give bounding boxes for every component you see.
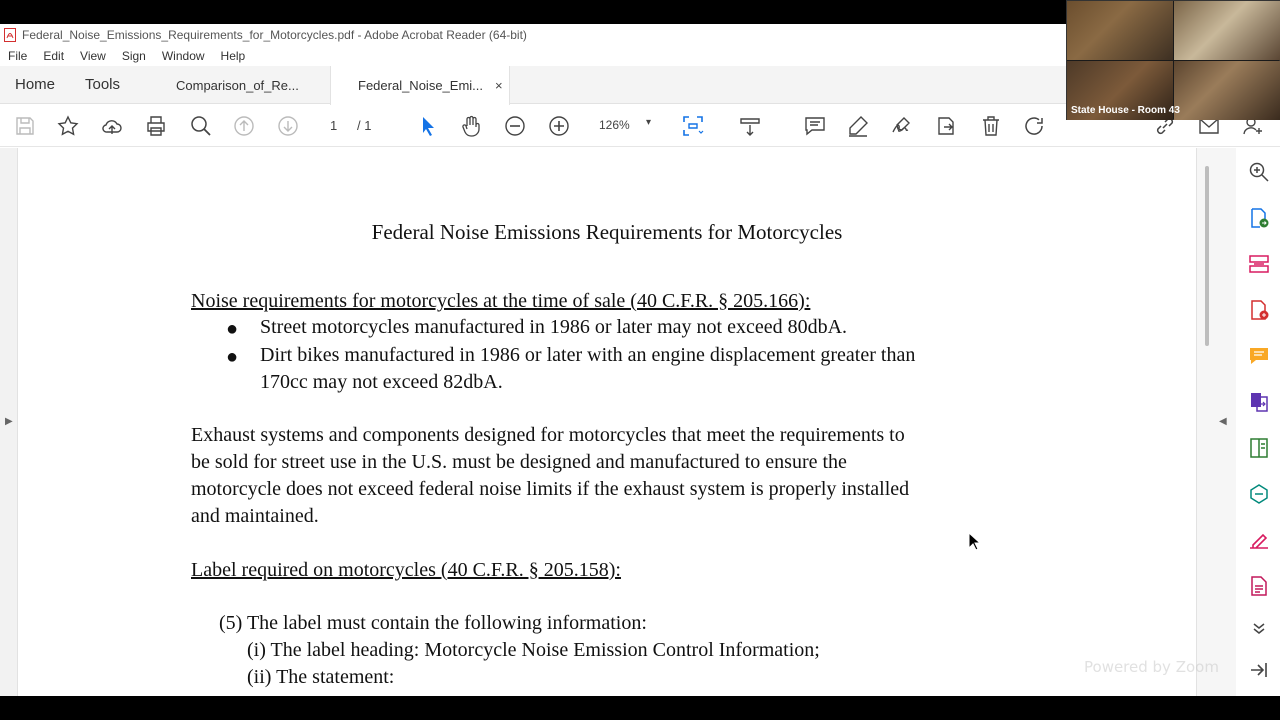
hand-icon[interactable]: [459, 114, 483, 138]
tab-label: Comparison_of_Re...: [176, 77, 299, 93]
tab-tools[interactable]: Tools: [85, 76, 121, 93]
edit-send-icon[interactable]: [935, 114, 959, 138]
collapse-panel-icon[interactable]: [1247, 658, 1271, 682]
video-feed-2: [1174, 1, 1280, 60]
scroll-mode-icon[interactable]: [738, 114, 762, 138]
bullet-icon: ●: [226, 318, 239, 340]
menu-view[interactable]: View: [80, 49, 106, 63]
exhaust-paragraph: Exhaust systems and components designed for motorcycles that meet the requirements to be sold for street use in the U.S. must be designed and manufactured to ensure the motorcycle does not exceed federal noise limits if the exhaust system is properly installed and maintained.: [191, 424, 910, 527]
video-conference-thumbnail[interactable]: [1066, 0, 1280, 120]
acrobat-app-icon: [4, 28, 16, 42]
video-feed-4: [1174, 61, 1280, 120]
create-pdf-icon[interactable]: [1247, 298, 1271, 322]
section-heading-label-required: Label required on motorcycles (40 C.F.R. § 205.158):: [191, 559, 621, 581]
tools-side-panel: [1237, 148, 1280, 696]
comment-icon[interactable]: [1247, 344, 1271, 368]
rotate-icon[interactable]: [1022, 114, 1046, 138]
menu-file[interactable]: File: [8, 49, 28, 63]
tab-document-comparison[interactable]: [165, 66, 325, 104]
delete-icon[interactable]: [979, 114, 1003, 138]
zoom-watermark: Powered by Zoom: [1084, 658, 1219, 676]
screen-bottom-border: [0, 696, 1280, 720]
combine-files-icon[interactable]: [1247, 390, 1271, 414]
export-pdf-icon[interactable]: [1247, 206, 1271, 230]
mouse-cursor-icon: [968, 532, 982, 552]
label-item-ii: (ii) The statement:: [247, 666, 395, 688]
bullet-item: Dirt bikes manufactured in 1986 or later with an engine displacement greater than 170cc may not exceed 82dbA.: [260, 344, 916, 393]
bookmark-star-icon[interactable]: [56, 114, 80, 138]
save-icon[interactable]: [13, 114, 37, 138]
fill-sign-icon[interactable]: [1247, 528, 1271, 552]
left-panel-toggle[interactable]: [0, 148, 18, 696]
page-up-icon[interactable]: [232, 114, 256, 138]
zoom-dropdown-chevron-icon[interactable]: ▾: [646, 117, 652, 128]
search-zoom-icon[interactable]: [189, 114, 213, 138]
print-icon[interactable]: [144, 114, 168, 138]
document-title: Federal Noise Emissions Requirements for Motorcycles: [371, 220, 843, 244]
pdf-page: [19, 148, 1195, 696]
select-cursor-icon[interactable]: [416, 114, 440, 138]
sign-icon[interactable]: [890, 114, 914, 138]
zoom-in-icon[interactable]: [547, 114, 571, 138]
edit-pdf-icon[interactable]: [1247, 436, 1271, 460]
section-heading-noise-requirements: Noise requirements for motorcycles at the time of sale (40 C.F.R. § 205.166):: [191, 290, 811, 312]
upload-icon[interactable]: [100, 114, 124, 138]
acrobat-window: [0, 24, 1280, 696]
menu-sign[interactable]: Sign: [121, 49, 146, 63]
collapse-right-panel-icon[interactable]: ◀: [1219, 416, 1227, 427]
video-room-label: State House - Room 43: [1071, 105, 1180, 116]
document-icon[interactable]: [1247, 574, 1271, 598]
menu-help[interactable]: Help: [220, 49, 246, 63]
page-number-input[interactable]: 1: [330, 118, 338, 133]
bullet-item: Street motorcycles manufactured in 1986 or later may not exceed 80dbA.: [260, 316, 848, 338]
label-item-i: (i) The label heading: Motorcycle Noise Emission Control Information;: [247, 639, 820, 661]
fit-page-icon[interactable]: [681, 114, 705, 138]
menu-edit[interactable]: Edit: [43, 49, 65, 63]
page-down-icon[interactable]: [276, 114, 300, 138]
video-feed-1: [1067, 1, 1173, 60]
expand-left-panel-icon[interactable]: ▶: [5, 416, 13, 427]
tab-document-federal-noise[interactable]: [330, 66, 510, 105]
organize-pages-icon[interactable]: [1247, 252, 1271, 276]
scan-icon[interactable]: [1247, 482, 1271, 506]
bullet-icon: ●: [226, 346, 239, 368]
vertical-scrollbar-thumb[interactable]: [1205, 166, 1209, 346]
menu-window[interactable]: Window: [161, 49, 205, 63]
vertical-scrollbar-track[interactable]: [1196, 148, 1236, 696]
zoom-search-icon[interactable]: [1247, 160, 1271, 184]
more-tools-icon[interactable]: [1247, 616, 1271, 640]
zoom-level[interactable]: 126%: [599, 118, 630, 132]
label-item-5: (5) The label must contain the following information:: [219, 612, 647, 634]
comment-icon[interactable]: [803, 114, 827, 138]
zoom-out-icon[interactable]: [503, 114, 527, 138]
tab-label: Federal_Noise_Emi...: [358, 78, 483, 93]
tab-home[interactable]: Home: [15, 76, 56, 93]
document-viewport[interactable]: [0, 148, 1236, 696]
close-tab-icon[interactable]: ×: [495, 78, 503, 93]
page-total: / 1: [357, 118, 372, 133]
window-title: Federal_Noise_Emissions_Requirements_for_Motorcycles.pdf - Adobe Acrobat Reader (64-bit): [22, 28, 527, 42]
highlight-pen-icon[interactable]: [846, 114, 870, 138]
